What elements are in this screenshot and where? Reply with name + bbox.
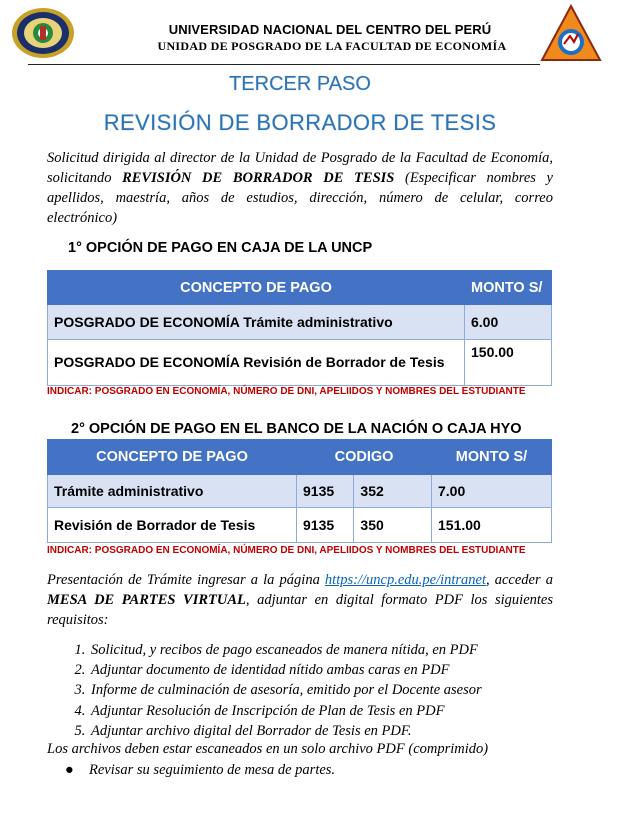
list-item: 3. Informe de culminación de asesoría, emitido por el Docente asesor xyxy=(89,680,589,700)
intro-text-2: (Especificar nombres y apellidos, maestría, años de estudios, dirección, número de celular, correo electrónico) xyxy=(47,170,553,226)
amount-cell: 7.00 xyxy=(432,475,552,508)
concept-bold: POSGRADO DE ECONOMÍA xyxy=(54,313,240,330)
option1-note: INDICAR: POSGRADO EN ECONOMÍA, NÚMERO DE DNI, APELIIDOS Y NOMBRES DEL ESTUDIANTE xyxy=(47,386,526,397)
amount-cell: 151.00 xyxy=(432,508,552,543)
unit-name: UNIDAD DE POSGRADO DE LA FACULTAD DE ECONOMÍA xyxy=(157,39,507,53)
concept-bold: POSGRADO DE ECONOMÍA xyxy=(54,354,240,370)
concept-cell xyxy=(48,305,465,340)
column-header-code: CODIGO xyxy=(297,440,432,475)
column-header-concept: CONCEPTO DE PAGO xyxy=(48,440,297,475)
concept-cell xyxy=(48,340,465,386)
table-header-row xyxy=(48,440,552,475)
code-cell: 9135 xyxy=(297,475,354,508)
bullet-text: Revisar su seguimiento de mesa de partes. xyxy=(89,762,336,778)
presentation-bold: MESA DE PARTES VIRTUAL xyxy=(47,592,246,608)
option2-table xyxy=(47,439,552,543)
requirements-list xyxy=(47,640,589,741)
list-item: 1. Solicitud, y recibos de pago escaneados de manera nítida, en PDF xyxy=(89,640,589,660)
step-title: TERCER PASO xyxy=(229,73,371,95)
list-item: 2. Adjuntar documento de identidad nítido ambas caras en PDF xyxy=(89,660,589,680)
presentation-text-3: , adjuntar en digital formato PDF los siguientes requisitos: xyxy=(47,592,554,628)
university-logo-icon xyxy=(10,6,76,60)
university-name: UNIVERSIDAD NACIONAL DEL CENTRO DEL PERÚ xyxy=(168,22,492,37)
option1-table xyxy=(47,270,552,386)
table-row xyxy=(48,340,552,386)
code-cell: 350 xyxy=(354,508,432,543)
table-row xyxy=(48,305,552,340)
faculty-logo-icon xyxy=(540,4,602,62)
concept-cell: Trámite administrativo xyxy=(48,475,297,508)
table-row xyxy=(48,508,552,543)
bullet-dot-icon: ● xyxy=(65,762,74,778)
document-header xyxy=(0,0,624,70)
presentation-text-2: , acceder a xyxy=(486,572,553,588)
presentation-text-1: Presentación de Trámite ingresar a la página xyxy=(47,572,325,588)
concept-rest: Trámite administrativo xyxy=(239,313,393,330)
concept-cell: Revisión de Borrador de Tesis xyxy=(48,508,297,543)
list-item: 4. Adjuntar Resolución de Inscripción de Plan de Tesis en PDF xyxy=(89,701,589,721)
intro-paragraph xyxy=(47,148,553,228)
presentation-paragraph xyxy=(47,570,553,630)
amount-cell: 150.00 xyxy=(465,340,552,386)
option2-heading: 2° OPCIÓN DE PAGO EN EL BANCO DE LA NACIÓN O CAJA HYO xyxy=(71,421,522,437)
list-item: 5. Adjuntar archivo digital del Borrador de Tesis en PDF. xyxy=(89,721,589,741)
column-header-concept: CONCEPTO DE PAGO xyxy=(48,271,465,305)
option1-heading: 1° OPCIÓN DE PAGO EN CAJA DE LA UNCP xyxy=(68,240,373,256)
code-cell: 352 xyxy=(354,475,432,508)
page-title: REVISIÓN DE BORRADOR DE TESIS xyxy=(103,110,497,135)
amount-cell: 6.00 xyxy=(465,305,552,340)
header-divider xyxy=(28,64,540,65)
files-note: Los archivos deben estar escaneados en un solo archivo PDF (comprimido) xyxy=(47,741,489,757)
table-row xyxy=(48,475,552,508)
bullet-item xyxy=(65,762,335,779)
option2-note: INDICAR: POSGRADO EN ECONOMÍA, NÚMERO DE DNI, APELIIDOS Y NOMBRES DEL ESTUDIANTE xyxy=(47,545,526,556)
code-cell: 9135 xyxy=(297,508,354,543)
column-header-amount: MONTO S/ xyxy=(432,440,552,475)
table-header-row xyxy=(48,271,552,305)
intranet-link[interactable]: https://uncp.edu.pe/intranet xyxy=(324,572,487,588)
intro-text-1: Solicitud dirigida al director de la Unidad de Posgrado de la Facultad de Economía, solicitando xyxy=(47,150,553,186)
intro-bold: REVISIÓN DE BORRADOR DE TESIS xyxy=(122,170,395,186)
column-header-amount: MONTO S/ xyxy=(465,271,552,305)
concept-rest: Revisión de Borrador de Tesis xyxy=(239,354,445,370)
